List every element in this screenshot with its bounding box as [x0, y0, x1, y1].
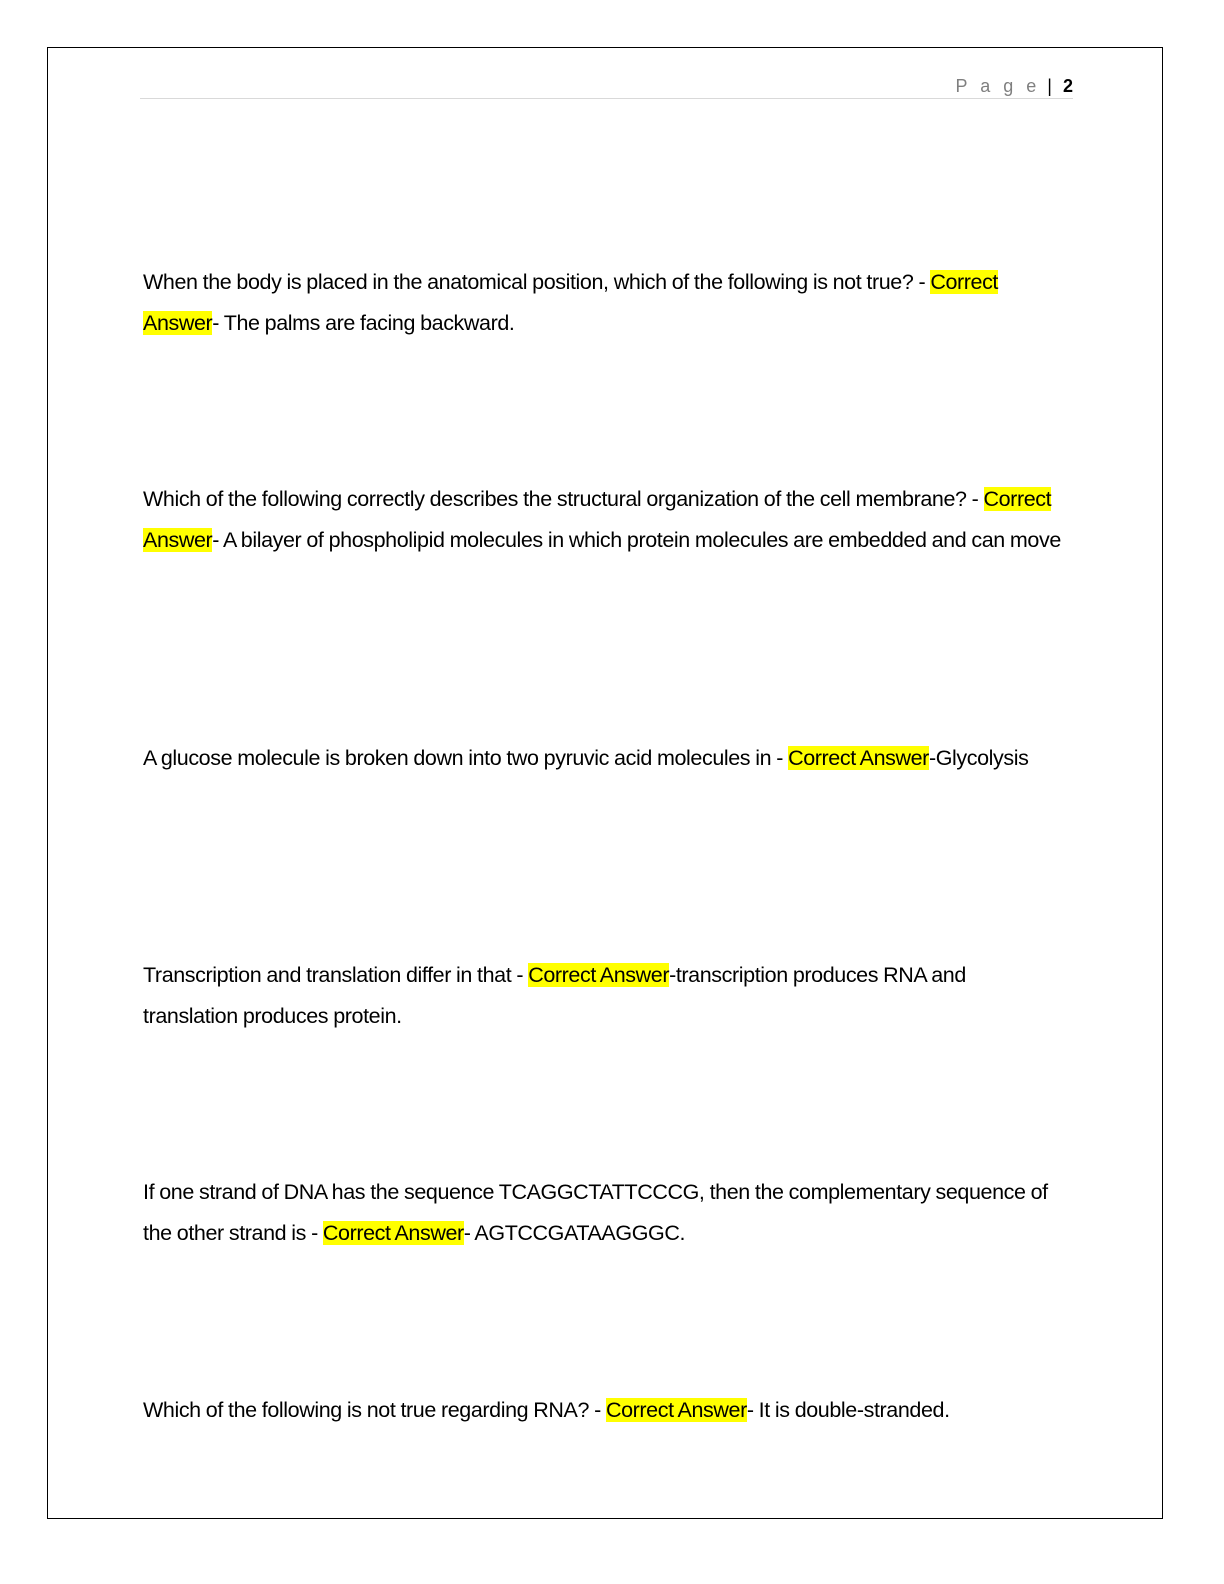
- question-text: Which of the following is not true regarding RNA? -: [143, 1398, 606, 1422]
- question-text: Which of the following correctly describes the structural organization of the cell membrane? -: [143, 487, 984, 511]
- correct-answer-label: Correct Answer: [528, 963, 670, 987]
- qa-item-1: [143, 262, 1063, 344]
- page-separator: |: [1047, 76, 1052, 96]
- qa-item-2: [143, 479, 1063, 561]
- question-text: Transcription and translation differ in that -: [143, 963, 529, 987]
- correct-answer-label: Correct Answer: [143, 487, 1052, 552]
- answer-text: -Glycolysis: [928, 746, 1029, 770]
- correct-answer-label: Correct Answer: [788, 746, 929, 770]
- page-header: [140, 74, 1073, 99]
- answer-text: - It is double-stranded.: [746, 1398, 950, 1422]
- page-word: P a g e: [955, 76, 1041, 96]
- qa-item-6: [143, 1390, 1063, 1431]
- answer-text: -transcription produces RNA and translation produces protein.: [143, 963, 966, 1028]
- correct-answer-label: Correct Answer: [605, 1398, 747, 1422]
- correct-answer-label: Correct Answer: [143, 270, 998, 335]
- qa-item-3: [143, 738, 1063, 779]
- qa-item-5: [143, 1172, 1063, 1254]
- question-text: If one strand of DNA has the sequence TCAGGCTATTCCCG, then the complementary sequence of the other strand is -: [143, 1180, 1048, 1245]
- answer-text: - A bilayer of phospholipid molecules in which protein molecules are embedded and can move: [212, 528, 1061, 552]
- answer-text: - The palms are facing backward.: [212, 311, 515, 335]
- correct-answer-label: Correct Answer: [322, 1221, 464, 1245]
- question-text: When the body is placed in the anatomical position, which of the following is not true? -: [143, 270, 931, 294]
- answer-text: - AGTCCGATAAGGGC.: [463, 1221, 686, 1245]
- question-text: A glucose molecule is broken down into two pyruvic acid molecules in -: [143, 746, 789, 770]
- page-number-label: [956, 74, 1073, 98]
- qa-item-4: [143, 955, 1063, 1037]
- page-number: 2: [1062, 76, 1073, 96]
